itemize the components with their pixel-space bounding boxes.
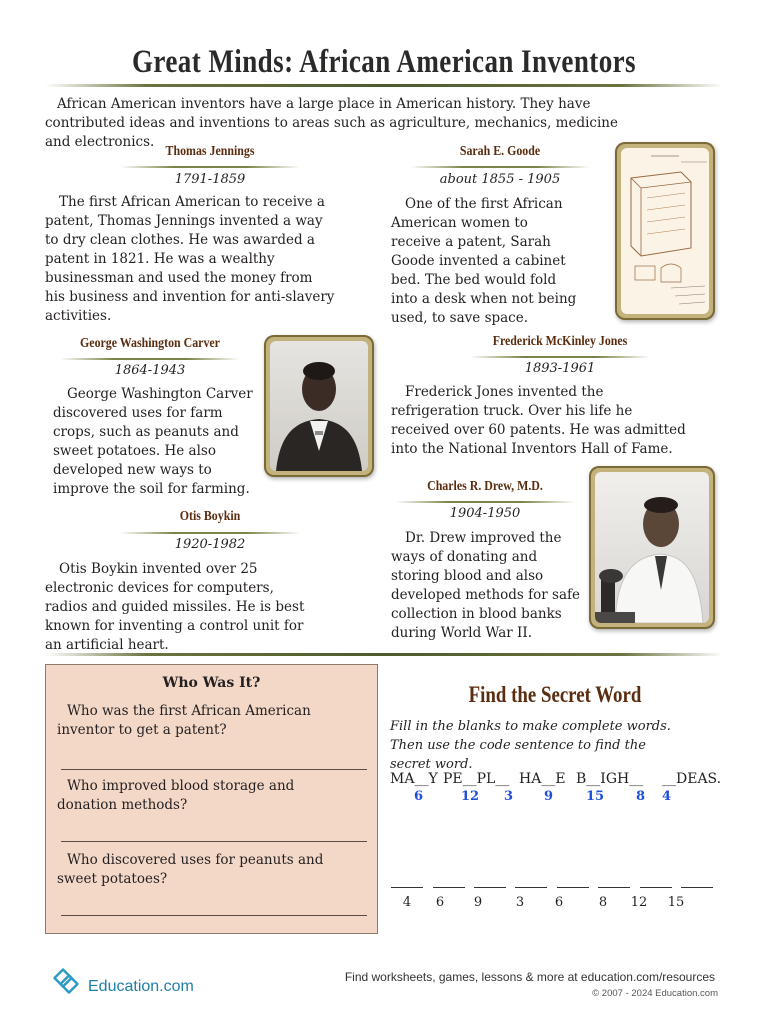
education-logo-icon[interactable]	[52, 964, 86, 1002]
portrait-silhouette-icon	[595, 472, 709, 623]
secret-letter-blank-2[interactable]	[433, 887, 465, 888]
code-word-5: __DEAS.	[662, 771, 722, 787]
inventor-dates-drew: 1904-1950	[449, 506, 521, 521]
name-underline	[120, 532, 300, 534]
inventor-bio-boykin: Otis Boykin invented over 25 electronic devices for computers, radios and guided missiles. He is best known for inventing a control unit for an artificial heart.	[45, 561, 305, 653]
name-underline	[395, 501, 575, 503]
name-underline	[60, 358, 240, 360]
inventor-name-carver: George Washington Carver	[80, 336, 220, 351]
code-word-1: MA__Y	[390, 771, 438, 787]
secret-letter-blank-6[interactable]	[598, 887, 630, 888]
secret-letter-blank-5[interactable]	[557, 887, 589, 888]
secret-letter-blank-8[interactable]	[681, 887, 713, 888]
secret-letter-blank-1[interactable]	[391, 887, 423, 888]
quiz-question-1: Who was the first African American inventor to get a patent?	[57, 703, 311, 738]
inventor-dates-boykin: 1920-1982	[174, 537, 246, 552]
secret-word-instructions: Fill in the blanks to make complete words. Then use the code sentence to find the secret word.	[390, 719, 671, 772]
footer-copyright: © 2007 - 2024 Education.com	[592, 988, 718, 999]
portrait-silhouette-icon	[270, 341, 368, 471]
education-logo-text[interactable]: Education.com	[88, 978, 194, 995]
patent-drawing-image	[615, 142, 715, 320]
page-title: Great Minds: African American Inventors	[131, 44, 637, 80]
cabinet-bed-sketch-icon	[621, 148, 709, 314]
secret-word-title: Find the Secret Word	[468, 682, 642, 707]
blank-number: 6	[554, 895, 564, 910]
inventor-name-drew: Charles R. Drew, M.D.	[427, 479, 543, 494]
inventor-dates-carver: 1864-1943	[114, 363, 186, 378]
quiz-title: Who Was It?	[162, 675, 261, 691]
code-number: 9	[544, 789, 554, 804]
code-number: 6	[414, 789, 424, 804]
blank-number: 3	[515, 895, 525, 910]
quiz-question-2: Who improved blood storage and donation methods?	[57, 778, 295, 813]
secret-letter-blank-4[interactable]	[515, 887, 547, 888]
drew-portrait-image	[589, 466, 715, 629]
carver-portrait-image	[264, 335, 374, 477]
section-divider	[45, 653, 723, 656]
answer-line-1[interactable]	[61, 769, 367, 770]
name-underline	[410, 166, 590, 168]
inventor-name-goode: Sarah E. Goode	[459, 144, 541, 159]
code-number: 8	[636, 789, 646, 804]
secret-letter-blank-3[interactable]	[474, 887, 506, 888]
code-number: 4	[662, 789, 672, 804]
code-word-3: HA__E	[519, 771, 566, 787]
code-number: 12	[461, 789, 480, 804]
blank-number: 12	[630, 895, 648, 910]
code-number: 15	[586, 789, 605, 804]
code-number: 3	[504, 789, 514, 804]
answer-line-3[interactable]	[61, 915, 367, 916]
quiz-question-3: Who discovered uses for peanuts and sweet potatoes?	[57, 852, 324, 887]
inventor-dates-goode: about 1855 - 1905	[439, 172, 561, 187]
inventor-dates-jennings: 1791-1859	[174, 172, 246, 187]
secret-letter-blank-7[interactable]	[640, 887, 672, 888]
inventor-name-jennings: Thomas Jennings	[165, 144, 255, 159]
inventor-name-jones: Frederick McKinley Jones	[492, 334, 628, 349]
title-divider	[45, 84, 723, 87]
name-underline	[120, 166, 300, 168]
intro-paragraph: African American inventors have a large place in American history. They have contributed ideas and inventions to areas such as agriculture, mechanics, medicine and electronics.	[45, 96, 618, 150]
blank-number: 15	[667, 895, 685, 910]
code-word-2: PE__PL__	[443, 771, 510, 787]
inventor-bio-drew: Dr. Drew improved the ways of donating and storing blood and also developed methods for safe collection in blood banks during World War II.	[391, 530, 580, 641]
blank-number: 9	[473, 895, 483, 910]
inventor-bio-goode: One of the first African American women to receive a patent, Sarah Goode invented a cabinet bed. The bed would fold into a desk when not being used, to save space.	[391, 196, 577, 326]
inventor-dates-jones: 1893-1961	[524, 361, 596, 376]
blank-number: 8	[598, 895, 608, 910]
answer-line-2[interactable]	[61, 841, 367, 842]
blank-number: 6	[435, 895, 445, 910]
name-underline	[470, 356, 650, 358]
quiz-box	[45, 664, 378, 934]
inventor-bio-jones: Frederick Jones invented the refrigeration truck. Over his life he received over 60 patents. He was admitted into the National Inventors Hall of Fame.	[391, 384, 686, 457]
inventor-bio-carver: George Washington Carver discovered uses for farm crops, such as peanuts and sweet potatoes. He also developed new ways to improve the soil for farming.	[53, 386, 253, 497]
inventor-name-boykin: Otis Boykin	[179, 509, 241, 524]
blank-number: 4	[402, 895, 412, 910]
inventor-bio-jennings: The first African American to receive a patent, Thomas Jennings invented a way to dry clean clothes. He was awarded a patent in 1821. He was a wealthy businessman and used the money from his business and invention for anti-slavery activities.	[45, 194, 335, 324]
code-word-4: B__IGH__	[576, 771, 644, 787]
footer-tagline[interactable]: Find worksheets, games, lessons & more at education.com/resources	[344, 970, 715, 984]
